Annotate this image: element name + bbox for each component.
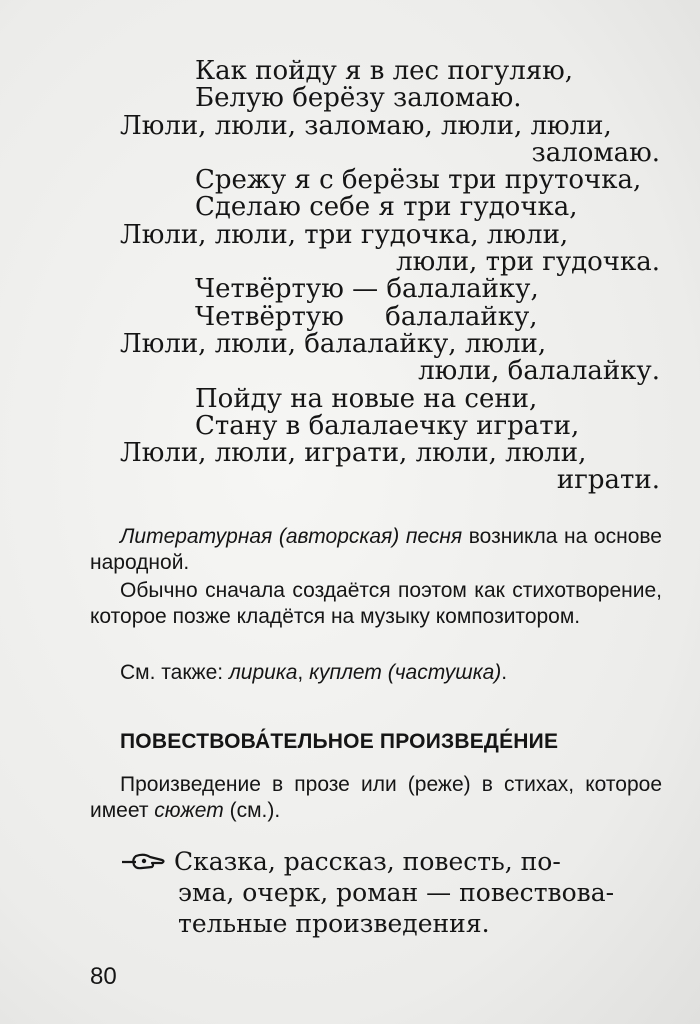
- poem-line: Люли, люли, играти, люли, люли,: [120, 438, 587, 469]
- poem-line: люли, три гудочка.: [396, 247, 660, 278]
- example-line: тельные произведения.: [178, 909, 490, 938]
- see-also-end: .: [501, 661, 508, 684]
- example-line: Сказка, рассказ, повесть, по-: [174, 847, 561, 876]
- see-also-link-lirika: лирика: [228, 661, 298, 684]
- entry-term: сюжет: [154, 799, 224, 822]
- poem-line: Люли, люли, заломаю, люли, люли,: [120, 110, 612, 141]
- example-line: эма, очерк, роман — повествова-: [178, 878, 615, 907]
- definition-paragraph: [90, 524, 662, 576]
- page-number: 80: [90, 963, 117, 990]
- poem-line: Срежу я с берёзы три пруточка,: [195, 165, 642, 196]
- see-also: [90, 660, 662, 686]
- poem-line: Четвёртую балалайку,: [195, 301, 538, 332]
- poem-line: играти.: [556, 465, 660, 496]
- explanation-text: Обычно сначала создаётся поэтом как стихотворение, которое позже кладётся на музыку композитором.: [90, 579, 662, 628]
- pointing-hand-icon: [120, 849, 166, 871]
- see-also-separator: ,: [297, 661, 304, 684]
- poem-line: Сделаю себе я три гудочка,: [195, 192, 578, 223]
- poem-line: заломаю.: [531, 137, 660, 168]
- poem-line: Стану в балалаечку играти,: [195, 410, 580, 441]
- entry-heading: ПОВЕСТВОВА́ТЕЛЬНОЕ ПРОИЗВЕДЕ́НИЕ: [120, 730, 559, 753]
- definition-text: возникла на основе народной.: [90, 525, 662, 574]
- entry-text-after: (см.).: [229, 799, 281, 822]
- poem-line: Люли, люли, балалайку, люли,: [120, 328, 547, 359]
- poem-line: Люли, люли, три гудочка, люли,: [120, 219, 569, 250]
- poem-line: люли, балалайку.: [418, 356, 660, 387]
- entry-text: Произведение в прозе или (реже) в стихах, которое имеет: [90, 773, 662, 822]
- see-also-prefix: См. также:: [120, 661, 224, 684]
- example-block: [120, 846, 665, 939]
- entry-definition: [90, 772, 662, 824]
- poem-line: Четвёртую — балалайку,: [195, 274, 539, 305]
- poem-line: Белую берёзу заломаю.: [195, 83, 522, 114]
- definition-term: Литературная (авторская) песня: [120, 525, 463, 548]
- poem: [120, 58, 660, 495]
- explanation-paragraph: [90, 578, 662, 630]
- poem-line: Пойду на новые на сени,: [195, 383, 538, 414]
- poem-line: Как пойду я в лес погуляю,: [195, 56, 574, 86]
- see-also-link-kuplet: куплет (частушка): [309, 661, 502, 684]
